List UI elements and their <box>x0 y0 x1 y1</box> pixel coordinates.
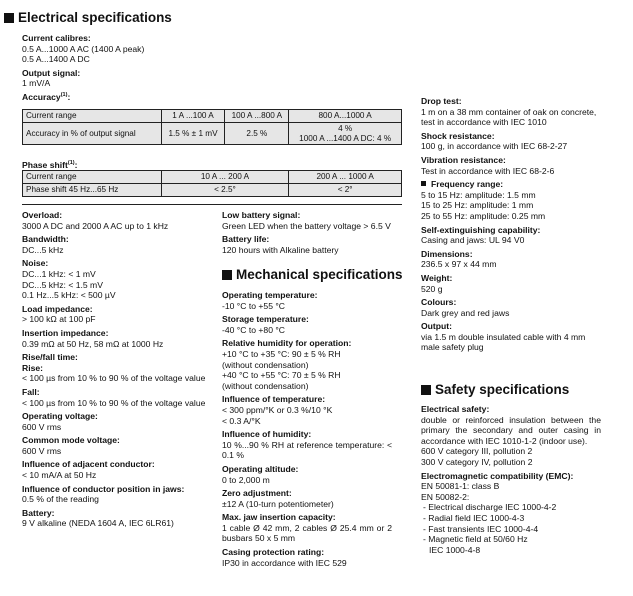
mechanical-specs-title <box>222 267 403 283</box>
low-battery-label: Low battery signal: <box>222 210 301 220</box>
influence-temp-line: < 0.3 A/°K <box>222 415 261 426</box>
drop-test-label: Drop test: <box>421 96 462 106</box>
accuracy-footnote: (1) <box>60 92 68 99</box>
humidity-line: +10 °C to +35 °C: 90 ± 5 % RH <box>222 348 341 359</box>
storage-temp-value: -40 °C to +80 °C <box>222 324 286 335</box>
influence-humidity-value: 10 %...90 % RH at reference temperature: < 0.1 % <box>222 439 392 461</box>
adjacent-conductor-value: < 10 mA/A at 50 Hz <box>22 470 97 481</box>
current-calibres-label: Current calibres: <box>22 33 91 43</box>
phase-shift-label <box>22 160 77 171</box>
accuracy-last-line: 4 % <box>338 123 353 133</box>
common-mode-voltage-value: 600 V rms <box>22 445 62 456</box>
dimensions-value: 236.5 x 97 x 44 mm <box>421 259 497 270</box>
conductor-position-value: 0.5 % of the reading <box>22 494 99 505</box>
accuracy-label <box>22 92 402 103</box>
bullet-square-icon <box>421 181 426 186</box>
overload-value: 3000 A DC and 2000 A AC up to 1 kHz <box>22 220 169 231</box>
accuracy-value-cell: 2.5 % <box>225 122 289 145</box>
load-impedance-label: Load impedance: <box>22 303 93 314</box>
self-ext-label: Self-extinguishing capability: <box>421 224 541 235</box>
adjacent-conductor-label: Influence of adjacent conductor: <box>22 459 155 470</box>
noise-line: 0.1 Hz...5 kHz: < 500 µV <box>22 290 116 301</box>
emc-item: - Magnetic field at 50/60 Hz <box>423 534 528 545</box>
battery-life-label: Battery life: <box>222 234 270 245</box>
accuracy-header-cell: Current range <box>23 110 162 123</box>
operating-voltage-value: 600 V rms <box>22 421 62 432</box>
output-signal-value: 1 mV/A <box>22 78 51 89</box>
humidity-label: Relative humidity for operation: <box>222 338 352 349</box>
electrical-safety-label: Electrical safety: <box>421 404 490 414</box>
rise-label: Rise: <box>22 362 44 373</box>
middle-column-top <box>222 210 402 255</box>
accuracy-header-cell: 800 A...1000 A <box>289 110 402 123</box>
phase-shift-label-text: Phase shift <box>22 160 68 170</box>
phase-value-row <box>23 183 402 196</box>
overload-label: Overload: <box>22 210 63 220</box>
altitude-label: Operating altitude: <box>222 463 299 474</box>
colours-value: Dark grey and red jaws <box>421 307 510 318</box>
low-battery-value: Green LED when the battery voltage > 6.5 V <box>222 220 391 231</box>
dimensions-label: Dimensions: <box>421 248 473 259</box>
insertion-impedance-value: 0.39 mΩ at 50 Hz, 58 mΩ at 1000 Hz <box>22 338 164 349</box>
conductor-position-label: Influence of conductor position in jaws: <box>22 483 185 494</box>
self-ext-value: Casing and jaws: UL 94 V0 <box>421 235 525 246</box>
emc-label: Electromagnetic compatibility (EMC): <box>421 470 574 481</box>
drop-test-value: 1 m on a 38 mm container of oak on concrete, test in accordance with IEC 1010 <box>421 106 597 128</box>
bandwidth-label: Bandwidth: <box>22 234 69 245</box>
influence-temp-line: < 300 ppm/°K or 0.3 %/10 °K <box>222 404 333 415</box>
safety-column <box>421 404 601 555</box>
emc-line: EN 50082-2: <box>421 491 470 502</box>
rise-value: < 100 µs from 10 % to 90 % of the voltage value <box>22 373 206 384</box>
phase-value-cell: < 2.5° <box>161 183 289 196</box>
vibration-value: Test in accordance with IEC 68-2-6 <box>421 165 555 176</box>
storage-temp-label: Storage temperature: <box>222 314 309 325</box>
freq-range-line: 25 to 55 Hz: amplitude: 0.25 mm <box>421 210 546 221</box>
battery-label: Battery: <box>22 507 55 518</box>
accuracy-header-row <box>23 110 402 123</box>
phase-header-cell: 10 A ... 200 A <box>161 171 289 184</box>
electrical-safety-line: 300 V category IV, pollution 2 <box>421 456 533 467</box>
accuracy-colon: : <box>67 91 71 102</box>
accuracy-row-label: Accuracy in % of output signal <box>23 122 162 145</box>
freq-range-label-text: Frequency range: <box>431 179 504 190</box>
electrical-left-column <box>22 210 210 529</box>
phase-header-row <box>23 171 402 184</box>
safety-specs-title <box>421 382 569 398</box>
fall-value: < 100 µs from 10 % to 90 % of the voltage value <box>22 397 206 408</box>
influence-temp-label: Influence of temperature: <box>222 394 326 405</box>
accuracy-value-cell: 1.5 % ± 1 mV <box>161 122 225 145</box>
zero-adjust-value: ±12 A (10-turn potentiometer) <box>222 498 334 509</box>
mechanical-specs-title-text: Mechanical specifications <box>236 267 403 282</box>
load-impedance-value: > 100 kΩ at 100 pF <box>22 314 96 325</box>
operating-temp-value: -10 °C to +55 °C <box>222 300 286 311</box>
accuracy-header-cell: 100 A ...800 A <box>225 110 289 123</box>
vibration-label: Vibration resistance: <box>421 154 506 165</box>
operating-voltage-label: Operating voltage: <box>22 411 98 422</box>
humidity-line: (without condensation) <box>222 380 309 391</box>
zero-adjust-label: Zero adjustment: <box>222 488 292 499</box>
emc-item: - Radial field IEC 1000-4-3 <box>423 512 525 523</box>
altitude-value: 0 to 2,000 m <box>222 474 270 485</box>
battery-life-value: 120 hours with Alkaline battery <box>222 244 339 255</box>
weight-value: 520 g <box>421 283 443 294</box>
electrical-safety-value: double or reinforced insulation between the primary the secondary and outer casing in accordance with IEC 1010-1-2 (indoor use). <box>421 414 601 446</box>
humidity-line: (without condensation) <box>222 359 309 370</box>
emc-item: - Fast transients IEC 1000-4-4 <box>423 523 539 534</box>
tables-divider <box>22 204 402 205</box>
jaw-capacity-value: 1 cable Ø 42 mm, 2 cables Ø 25.4 mm or 2 busbars 50 x 5 mm <box>222 522 392 544</box>
common-mode-voltage-label: Common mode voltage: <box>22 435 120 446</box>
mechanical-column <box>222 290 392 568</box>
noise-line: DC...5 kHz: < 1.5 mV <box>22 279 103 290</box>
bandwidth-value: DC...5 kHz <box>22 244 64 255</box>
current-calibres-line: 0.5 A...1400 A DC <box>22 54 90 65</box>
freq-range-label <box>421 179 601 190</box>
emc-item-continuation: IEC 1000-4-8 <box>429 544 481 555</box>
phase-header-cell: 200 A ... 1000 A <box>289 171 402 184</box>
current-calibres-line: 0.5 A...1000 A AC (1400 A peak) <box>22 43 145 54</box>
jaw-capacity-label: Max. jaw insertion capacity: <box>222 512 336 523</box>
section-square-icon <box>4 13 14 23</box>
phase-shift-colon: : <box>74 160 78 170</box>
humidity-line: +40 °C to +55 °C: 70 ± 5 % RH <box>222 370 341 381</box>
casing-value: IP30 in accordance with IEC 529 <box>222 557 347 568</box>
emc-item: - Electrical discharge IEC 1000-4-2 <box>423 502 557 513</box>
shock-label: Shock resistance: <box>421 130 495 141</box>
freq-range-line: 5 to 15 Hz: amplitude: 1.5 mm <box>421 189 536 200</box>
accuracy-label-text: Accuracy <box>22 91 61 102</box>
phase-row-label: Phase shift 45 Hz...65 Hz <box>23 183 162 196</box>
operating-temp-label: Operating temperature: <box>222 290 318 300</box>
phase-shift-table <box>22 170 402 197</box>
output-signal-label: Output signal: <box>22 67 81 78</box>
shock-value: 100 g, in accordance with IEC 68-2-27 <box>421 141 568 152</box>
output-value: via 1.5 m double insulated cable with 4 mm male safety plug <box>421 331 586 353</box>
phase-shift-footnote: (1) <box>67 160 75 167</box>
electrical-specs-title <box>4 10 172 26</box>
rise-fall-label: Rise/fall time: <box>22 352 78 363</box>
accuracy-value-cell <box>289 122 402 145</box>
emc-line: EN 50081-1: class B <box>421 481 500 492</box>
safety-specs-title-text: Safety specifications <box>435 382 570 397</box>
noise-label: Noise: <box>22 258 49 269</box>
weight-label: Weight: <box>421 272 453 283</box>
output-label: Output: <box>421 321 453 332</box>
battery-value: 9 V alkaline (NEDA 1604 A, IEC 6LR61) <box>22 518 174 529</box>
fall-label: Fall: <box>22 386 40 397</box>
section-square-icon <box>421 385 431 395</box>
accuracy-header-cell: 1 A ...100 A <box>161 110 225 123</box>
insertion-impedance-label: Insertion impedance: <box>22 327 109 338</box>
colours-label: Colours: <box>421 297 457 308</box>
influence-humidity-label: Influence of humidity: <box>222 429 312 440</box>
right-column <box>421 96 601 353</box>
accuracy-value-row <box>23 122 402 145</box>
phase-header-cell: Current range <box>23 171 162 184</box>
section-square-icon <box>222 270 232 280</box>
accuracy-last-line: 1000 A ...1400 A DC: 4 % <box>299 133 392 143</box>
electrical-specs-title-text: Electrical specifications <box>18 10 172 25</box>
electrical-top-block <box>22 33 402 103</box>
phase-value-cell: < 2° <box>289 183 402 196</box>
noise-line: DC...1 kHz: < 1 mV <box>22 268 96 279</box>
casing-label: Casing protection rating: <box>222 547 325 558</box>
electrical-safety-line: 600 V category III, pollution 2 <box>421 446 533 457</box>
accuracy-table <box>22 109 402 145</box>
freq-range-line: 15 to 25 Hz: amplitude: 1 mm <box>421 200 534 211</box>
